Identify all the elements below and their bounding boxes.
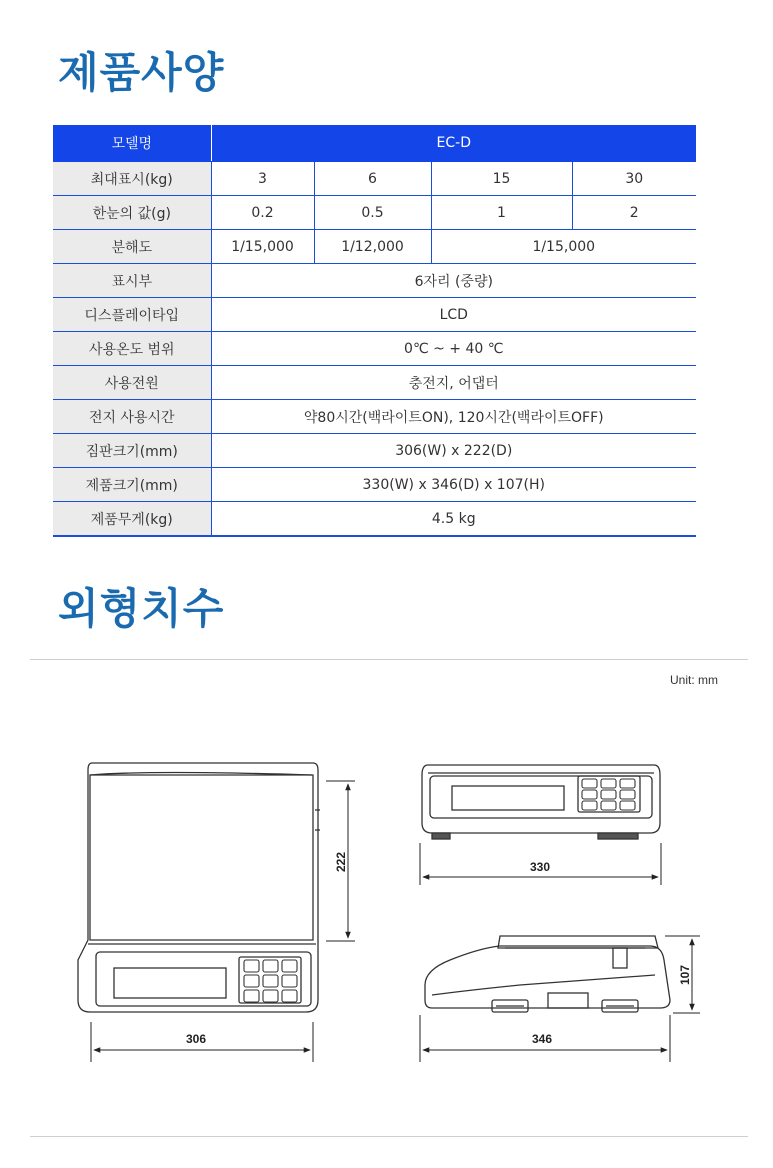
spec-title: 제품사양 — [58, 48, 225, 97]
model-value: EC-D — [211, 125, 696, 162]
row-value: 충전지, 어댑터 — [211, 366, 696, 400]
row-label: 사용온도 범위 — [53, 332, 211, 366]
resolution-value: 1/12,000 — [314, 230, 431, 264]
division-label: 한눈의 값(g) — [53, 196, 211, 230]
resolution-value: 1/15,000 — [211, 230, 314, 264]
capacity-value: 6 — [314, 162, 431, 196]
dim-label-front-width: 330 — [529, 860, 551, 874]
resolution-label: 분해도 — [53, 230, 211, 264]
capacity-value: 15 — [431, 162, 572, 196]
capacity-label: 최대표시(kg) — [53, 162, 211, 196]
row-value: 330(W) x 346(D) x 107(H) — [211, 468, 696, 502]
row-label: 표시부 — [53, 264, 211, 298]
dimensions-title: 외형치수 — [58, 584, 225, 633]
row-label: 사용전원 — [53, 366, 211, 400]
row-value: LCD — [211, 298, 696, 332]
division-value: 1 — [431, 196, 572, 230]
unit-label: Unit: mm — [670, 673, 718, 687]
row-value: 306(W) x 222(D) — [211, 434, 696, 468]
resolution-value: 1/15,000 — [431, 230, 696, 264]
row-value: 0℃ ~ + 40 ℃ — [211, 332, 696, 366]
division-value: 0.2 — [211, 196, 314, 230]
division-value: 2 — [572, 196, 696, 230]
row-value: 4.5 kg — [211, 502, 696, 537]
division-value: 0.5 — [314, 196, 431, 230]
row-label: 제품무게(kg) — [53, 502, 211, 537]
dim-label-side-height: 107 — [678, 964, 692, 986]
scale-top-view — [78, 763, 320, 1012]
divider — [30, 1136, 748, 1137]
row-label: 전지 사용시간 — [53, 400, 211, 434]
row-label: 제품크기(mm) — [53, 468, 211, 502]
dim-label-top-depth: 222 — [334, 851, 348, 873]
scale-front-view — [422, 765, 660, 839]
dim-label-side-depth: 346 — [531, 1032, 553, 1046]
scale-side-view — [425, 936, 670, 1012]
row-value: 6자리 (중량) — [211, 264, 696, 298]
row-value: 약80시간(백라이트ON), 120시간(백라이트OFF) — [211, 400, 696, 434]
row-label: 짐판크기(mm) — [53, 434, 211, 468]
model-label: 모델명 — [53, 125, 211, 162]
capacity-value: 30 — [572, 162, 696, 196]
dimension-lines — [91, 781, 700, 1062]
row-label: 디스플레이타입 — [53, 298, 211, 332]
capacity-value: 3 — [211, 162, 314, 196]
dim-label-top-width: 306 — [185, 1032, 207, 1046]
